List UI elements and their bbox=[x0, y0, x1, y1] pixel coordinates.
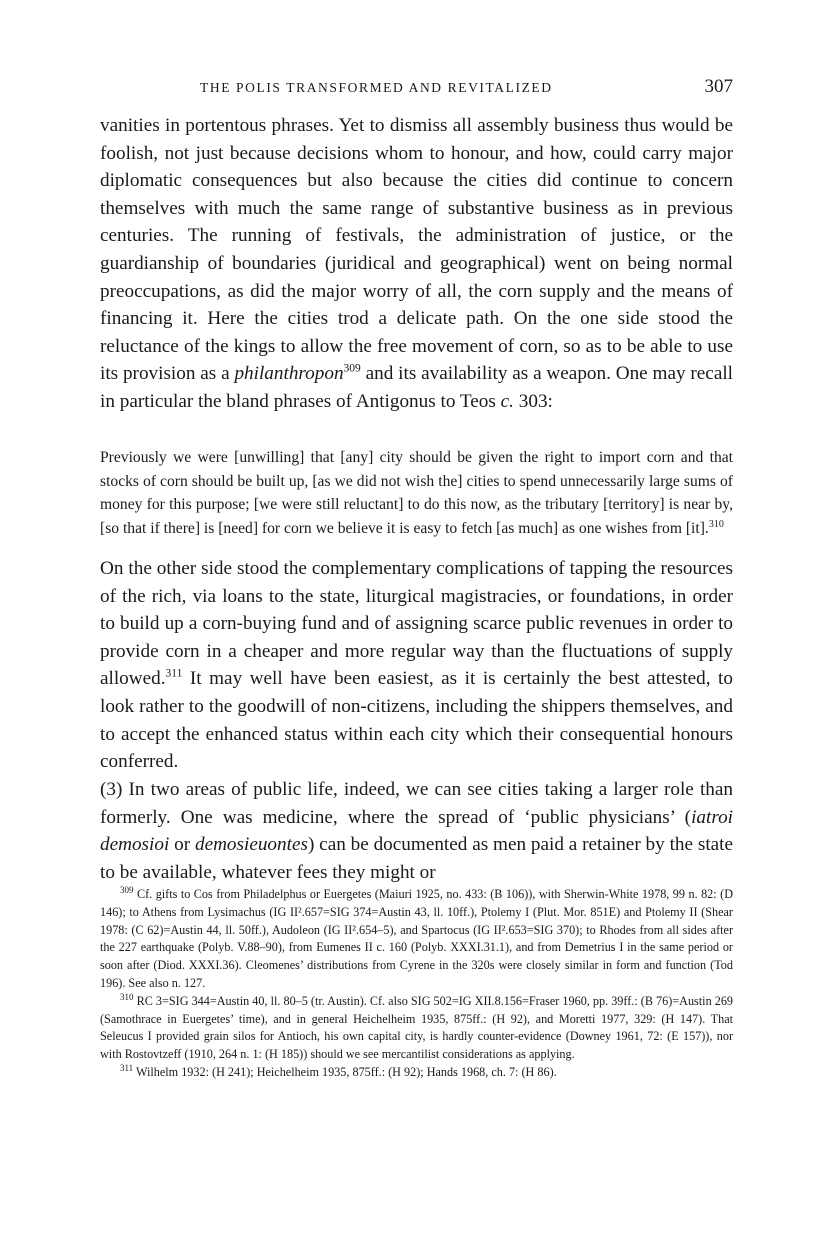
paragraph-3-text-c: ) can be documented as men paid a retainer by the state to be available, whatever fees they might or bbox=[100, 834, 734, 883]
paragraph-3-italic-a: iatroi demosioi bbox=[100, 806, 733, 856]
paragraph-1 bbox=[100, 112, 733, 416]
footnote-309 bbox=[100, 886, 733, 993]
paragraph-1-text-c: 303: bbox=[513, 390, 553, 412]
footnote-ref-310[interactable]: 310 bbox=[708, 518, 724, 530]
paragraph-1-italic: philanthropon bbox=[234, 363, 344, 385]
block-quote bbox=[100, 446, 733, 540]
footnote-text: Cf. gifts to Cos from Philadelphus or Euergetes (Maiuri 1925, no. 433: (B 106)), with Sherwin-White 1978, 99 n. 82: (D 146); to Athens from Lysimachus (IG II².657=SIG 374=Austin 43, ll. 10ff.), Ptolemy I (Plut. Mor. 851E) and Ptolemy II (Shear 1978: (C 62)=Austin 44, ll. 50ff.), Audoleon (IG II².654–5), and Spartocus (IG II².653=SIG 370); to Rhodes from all sides after the 227 earthquake (Polyb. V.88–90), from Eumenes II c. 160 (Polyb. XXXI.31.1), and from Demetrius I in the same period or soon after (Diod. XXXI.36). Cleomenes’ distributions from Cyrene in the 320s were closely similar in form and function (Tod 196). See also n. 127. bbox=[100, 887, 734, 990]
footnote-ref-309[interactable]: 309 bbox=[343, 362, 361, 375]
running-head bbox=[100, 78, 733, 102]
footnotes bbox=[100, 886, 733, 1082]
paragraph-2-text-b: It may well have been easiest, as it is certainly the best attested, to look rather to the goodwill of non-citizens, including the shippers themselves, and to accept the enhanced status within each city which their consequential honours conferred. bbox=[100, 668, 733, 773]
page-number: 307 bbox=[704, 76, 733, 97]
paragraph-3-text-a: (3) In two areas of public life, indeed, we can see cities taking a larger role than formerly. One was medicine, where the spread of ‘public physicians’ ( bbox=[100, 779, 733, 828]
paragraph-3-italic-b: demosieuontes bbox=[194, 834, 308, 856]
footnote-310 bbox=[100, 993, 733, 1064]
footnote-number: 309 bbox=[120, 884, 134, 895]
running-title: THE POLIS TRANSFORMED AND REVITALIZED bbox=[200, 80, 553, 95]
paragraph-1-circa: c. bbox=[500, 390, 514, 412]
block-quote-text: Previously we were [unwilling] that [any] city should be given the right to import corn and that stocks of corn should be built up, [as we did not wish the] cities to spend unnecessarily large sums of money for this purpose; [we were still reluctant] to do this now, as the tributary [territory] is near by, [so that if there] is [need] for corn we believe it is easy to fetch [as much] as one wishes from [it]. bbox=[100, 449, 733, 537]
footnote-number: 311 bbox=[120, 1062, 134, 1073]
paragraph-1-text-b: and its availability as a weapon. One may recall in particular the bland phrases of Antigonus to Teos bbox=[100, 363, 733, 412]
paragraph-1-text-a: vanities in portentous phrases. Yet to dismiss all assembly business thus would be foolish, not just because decisions whom to honour, and how, could carry major diplomatic consequences but also because the cities did continue to concern themselves with much the same range of substantive business as in previous centuries. The running of festivals, the administration of justice, or the guardianship of boundaries (juridical and geographical) went on being normal preoccupations, as did the major worry of all, the corn supply and the means of financing it. Here the cities trod a delicate path. On the one side stood the reluctance of the kings to allow the free movement of corn, so as to be able to use its provision as a bbox=[100, 115, 733, 385]
paragraph-2 bbox=[100, 555, 733, 776]
footnote-311 bbox=[100, 1064, 733, 1082]
paragraph-3-text-b: or bbox=[169, 834, 195, 856]
paragraph-3 bbox=[100, 776, 733, 886]
footnote-text: RC 3=SIG 344=Austin 40, ll. 80–5 (tr. Austin). Cf. also SIG 502=IG XII.8.156=Fraser 1960, pp. 39ff.: (B 76)=Austin 269 (Samothrace in Euergetes’ time), and in general Heichelheim 1935, 875ff.: (H 92), and Moretti 1977, 329: (H 147). That Seleucus I provided grain silos for Antioch, his own capital city, is hardly counter-evidence (Downey 1961, 72: (E 157)), nor with Rostovtzeff (1910, 264 n. 1: (H 185)) should we see mercantilist considerations as applying. bbox=[100, 993, 734, 1062]
footnote-ref-311[interactable]: 311 bbox=[165, 667, 183, 680]
footnote-number: 310 bbox=[120, 991, 134, 1002]
paragraph-2-text-a: On the other side stood the complementary complications of tapping the resources of the rich, via loans to the state, liturgical magistracies, or foundations, in order to build up a corn-buying fund and of assigning scarce public revenues in order to provide corn in a cheaper and more regular way than the fluctuations of supply allowed. bbox=[100, 558, 733, 690]
footnote-text: Wilhelm 1932: (H 241); Heichelheim 1935, 875ff.: (H 92); Hands 1968, ch. 7: (H 86). bbox=[136, 1064, 557, 1079]
